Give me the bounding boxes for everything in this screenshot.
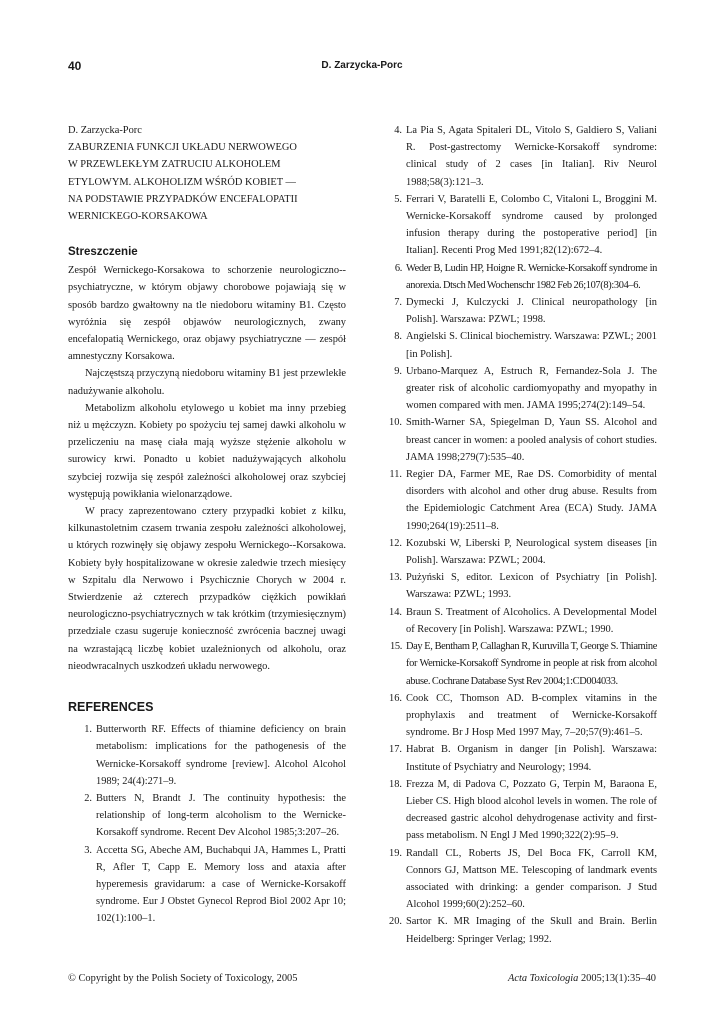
article-author: D. Zarzycka-Porc — [68, 125, 142, 136]
reference-item — [378, 845, 657, 914]
reference-text: Butters N, Brandt J. The continuity hypothesis: the relationship of long-term alcoholism to the Wernicke-Korsakoff syndrome. Recent Dev Alcohol 1985;3:207–26. — [96, 792, 346, 839]
reference-number: 20. — [389, 916, 402, 928]
reference-text: Accetta SG, Abeche AM, Buchabqui JA, Hammes L, Pratti R, Afler T, Capp E. Memory loss and ataxia after hyperemesis gravidarum: a case of Wernicke-Korsakoff syndrome. Eur J Obstet Gynecol Reprod Biol 2002 Apr 10; 102(1):100–1. — [96, 844, 346, 925]
reference-item — [378, 741, 657, 775]
reference-number: 1. — [84, 724, 92, 736]
reference-number: 19. — [389, 847, 402, 859]
left-column — [68, 122, 346, 928]
abstract-paragraph: W pracy zaprezentowano cztery przypadki kobiet z kilku, kilkunastoletnim czasem trwania zespołu zależności alkoholowej, u których rozwinęły się objawy zespołu Wernickego--Korsakowa. Kobiety były hospitalizowane w okresie zaledwie trzech miesięcy w Szpitalu dla Nerwowo i Psychicznie Chorych w 2004 r. Stwierdzenie aż czterech przypadków ciężkich powikłań neurologiczno-psychiatrycznych w tak krótkim (trzymiesięcznym) przedziale czasu sugeruje konieczność zwrócenia bacznej uwagi na wzrastającą liczbę kobiet uzależnionych od alkoholu, oraz nieodwracalnych uszkodzeń układu nerwowego. — [68, 506, 346, 672]
reference-number: 14. — [389, 606, 402, 618]
reference-text: Ferrari V, Baratelli E, Colombo C, Vitaloni L, Broggini M. Wernicke-Korsakoff syndrome caused by prolonged infusion therapy during the postoperative period] [in Italian]. Recenti Prog Med 1991;82(12):672–4. — [406, 193, 657, 257]
article-title-line: W PRZEWLEKŁYM ZATRUCIU ALKOHOLEM — [68, 159, 281, 171]
reference-number: 12. — [389, 537, 402, 549]
reference-item — [378, 466, 657, 535]
reference-number: 2. — [84, 792, 92, 804]
reference-item — [378, 638, 657, 690]
reference-number: 10. — [389, 417, 402, 429]
article-title-line: ETYLOWYM. ALKOHOLIZM WŚRÓD KOBIET — — [68, 176, 296, 188]
reference-number: 6. — [394, 262, 402, 274]
reference-text: Pużyński S, editor. Lexicon of Psychiatry [in Polish]. Warszawa: PZWL; 1993. — [406, 572, 657, 601]
title-block — [68, 122, 346, 225]
reference-item — [378, 294, 657, 328]
reference-item — [378, 414, 657, 466]
reference-item — [378, 604, 657, 638]
reference-number: 16. — [389, 692, 402, 704]
footer-copyright: © Copyright by the Polish Society of Toxicology, 2005 — [68, 973, 298, 984]
reference-list-right — [378, 122, 657, 948]
reference-text: Smith-Warner SA, Spiegelman D, Yaun SS. Alcohol and breast cancer in women: a pooled analysis of cohort studies. JAMA 1998;279(7):535–40. — [406, 417, 657, 463]
reference-item — [378, 328, 657, 362]
reference-number: 18. — [389, 778, 402, 790]
reference-number: 11. — [389, 469, 402, 481]
running-header-author: D. Zarzycka-Porc — [321, 60, 403, 71]
reference-item — [378, 569, 657, 603]
abstract-heading: Streszczenie — [68, 246, 138, 259]
reference-number: 17. — [389, 744, 402, 756]
reference-text: Butterworth RF. Effects of thiamine deficiency on brain metabolism: implications for the pathogenesis of the Wernicke-Korsakoff syndrome [review]. Alcohol Alcohol 1989; 24(4):271–9. — [96, 724, 346, 787]
reference-item — [378, 913, 657, 947]
reference-number: 4. — [394, 125, 402, 136]
reference-text: Kozubski W, Liberski P, Neurological system diseases [in Polish]. Warszawa: PZWL; 2004. — [406, 537, 657, 567]
page-number: 40 — [68, 59, 82, 73]
reference-number: 9. — [394, 365, 402, 377]
footer-citation — [508, 973, 656, 984]
reference-text: Day E, Bentham P, Callaghan R, Kuruvilla T, George S. Thiamine for Wernicke-Korsakoff Syndrome in people at risk from alcohol abuse. Cochrane Database Syst Rev 2004;1:CD004033. — [406, 641, 657, 687]
reference-item — [68, 721, 346, 790]
right-column — [378, 122, 657, 948]
reference-text: Randall CL, Roberts JS, Del Boca FK, Carroll KM, Connors GJ, Mattson ME. Telescoping of landmark events associated with drinking: a gender comparison. J Stud Alcohol 1999;60(2):252–60. — [406, 847, 657, 911]
journal-volume: 2005;13(1):35–40 — [578, 973, 656, 984]
reference-number: 8. — [394, 331, 402, 343]
reference-item — [378, 690, 657, 742]
reference-text: Braun S. Treatment of Alcoholics. A Developmental Model of Recovery [in Polish]. Warszawa: PZWL; 1990. — [406, 606, 657, 635]
reference-text: Urbano-Marquez A, Estruch R, Fernandez-Sola J. The greater risk of alcoholic cardiomyopathy and myopathy in women compared with men. JAMA 1995;274(2):149–54. — [406, 365, 657, 412]
reference-number: 7. — [394, 297, 402, 309]
reference-text: Cook CC, Thomson AD. B-complex vitamins in the prophylaxis and treatment of Wernicke-Korsakoff syndrome. Br J Hosp Med 1997 May, 7–20;57(9):461–5. — [406, 692, 657, 739]
reference-item — [68, 842, 346, 928]
abstract-paragraph: Najczęstszą przyczyną niedoboru witaminy B1 jest przewlekłe nadużywanie alkoholu. — [68, 368, 346, 397]
reference-list-left — [68, 721, 346, 927]
abstract-paragraph: Zespół Wernickego-Korsakowa to schorzenie neurologiczno--psychiatryczne, w którym objawy chorobowe pojawiają się w sposób bardzo gwałtowny na tle niedoboru witaminy B1. Często wyróżnia się zespół objawów neurologicznych, zwany encefalopatią Wernickego, oraz objawy psychiatryczne — zespół amnestyczny Korsakowa. — [68, 265, 346, 363]
reference-item — [378, 191, 657, 260]
article-title-line: ZABURZENIA FUNKCJI UKŁADU NERWOWEGO — [68, 142, 297, 154]
references-heading: REFERENCES — [68, 700, 154, 715]
article-title-line: WERNICKEGO-KORSAKOWA — [68, 211, 208, 223]
reference-text: La Pia S, Agata Spitaleri DL, Vitolo S, Galdiero S, Valiani R. Post-gastrectomy Wernicke-Korsakoff syndrome: clinical study of 2 cases [in Italian]. Riv Neurol 1988;58(3):121–3. — [406, 125, 657, 188]
reference-number: 3. — [84, 844, 92, 856]
abstract-paragraph: Metabolizm alkoholu etylowego u kobiet ma inny przebieg niż u mężczyzn. Kobiety po spożyciu tej samej dawki alkoholu w przeliczeniu na masę ciała mają wyższe stężenie alkoholu w surowicy krwi. Ponadto u kobiet nadużywających alkoholu szybciej rozwija się zespół zależności alkoholowej oraz szybciej występują powikłania wielonarządowe. — [68, 402, 346, 500]
reference-item — [68, 790, 346, 842]
journal-name: Acta Toxicologia — [508, 973, 579, 984]
reference-item — [378, 122, 657, 191]
reference-item — [378, 363, 657, 415]
reference-text: Angielski S. Clinical biochemistry. Warszawa: PZWL; 2001 [in Polish]. — [406, 331, 657, 360]
reference-item — [378, 535, 657, 569]
reference-item — [378, 776, 657, 845]
reference-number: 5. — [394, 193, 402, 205]
reference-number: 15. — [390, 641, 402, 653]
reference-text: Habrat B. Organism in danger [in Polish]. Warszawa: Institute of Psychiatry and Neurology; 1994. — [406, 744, 657, 773]
reference-text: Sartor K. MR Imaging of the Skull and Brain. Berlin Heidelberg: Springer Verlag; 1992. — [406, 916, 657, 945]
reference-text: Weder B, Ludin HP, Hoigne R. Wernicke-Korsakoff syndrome in anorexia. Dtsch Med Wochenschr 1982 Feb 26;107(8):304–6. — [406, 262, 657, 291]
reference-item — [378, 260, 657, 294]
reference-text: Dymecki J, Kulczycki J. Clinical neuropathology [in Polish]. Warszawa: PZWL; 1998. — [406, 297, 657, 326]
reference-text: Frezza M, di Padova C, Pozzato G, Terpin M, Baraona E, Lieber CS. High blood alcohol levels in women. The role of decreased gastric alcohol dehydrogenase activity and first-pass metabolism. N Engl J Med 1990;322(2):95–9. — [406, 778, 657, 842]
article-title-line: NA PODSTAWIE PRZYPADKÓW ENCEFALOPATII — [68, 193, 298, 205]
reference-text: Regier DA, Farmer ME, Rae DS. Comorbidity of mental disorders with alcohol and other drug abuse. Results from the Epidemiologic Catchment Area (ECA) Study. JAMA 1990;264(19):2511–8. — [406, 469, 657, 532]
reference-number: 13. — [389, 572, 402, 584]
